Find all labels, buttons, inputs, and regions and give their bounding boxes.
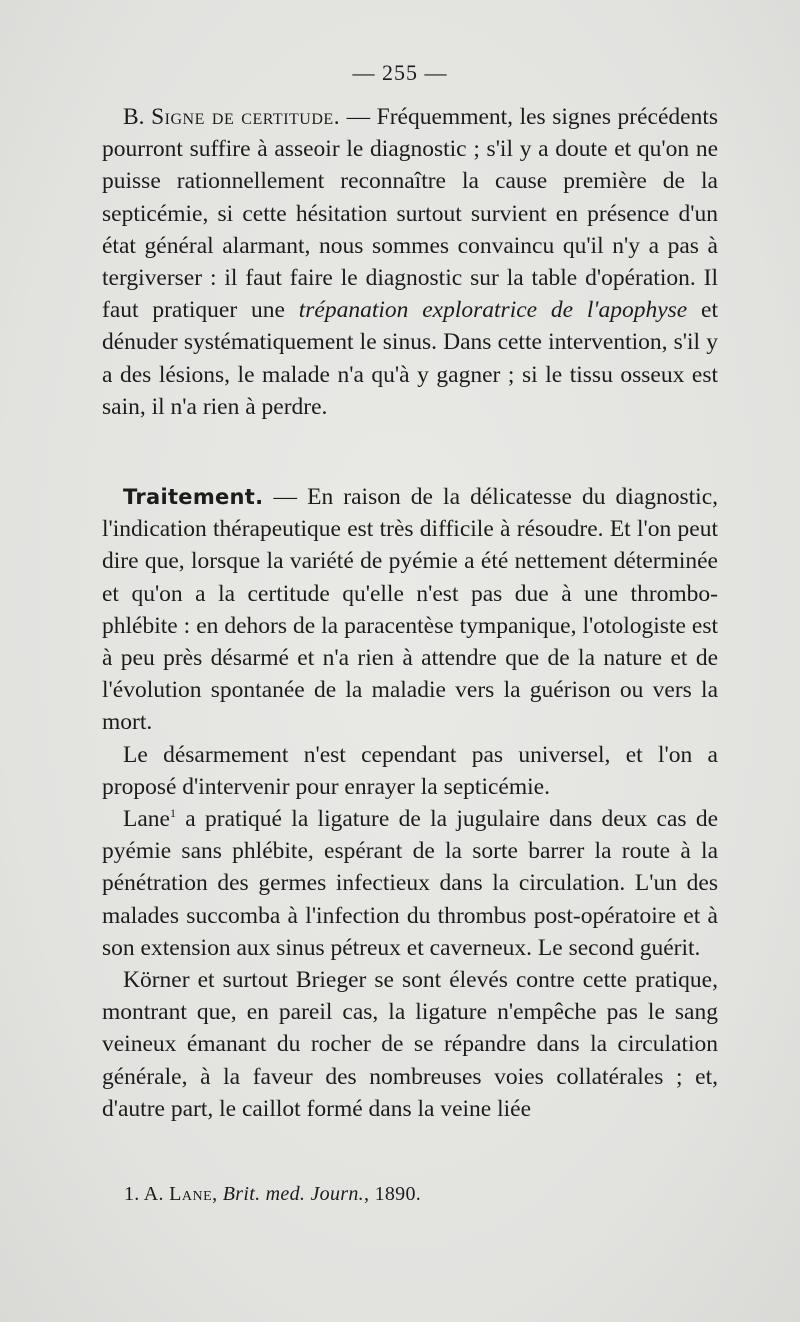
paragraph: Le désarmement n'est cependant pas universel, et l'on a proposé d'intervenir pour enrayer la septicémie. [102,741,718,800]
italic-term: trépanation exploratrice de l'apophyse [298,297,688,324]
section-heading: Signe de certitude. [151,104,341,130]
paragraph [102,481,718,739]
author-name: Lane [123,806,170,833]
footnote-marker[interactable]: 1 [169,806,176,821]
footnote-author-initial: A. [139,1183,170,1205]
section-signe-de-certitude [102,101,718,423]
heading-dash: — [263,484,308,510]
footnote-journal: Brit. med. Journ. [222,1183,364,1205]
paragraph-text: et dénuder systématiquement le sinus. Dans cette intervention, s'il y a des lésions, le malade n'a qu'à y gagner ; si le tissu osseux est sain, il n'a rien à perdre. [102,297,718,420]
paragraph-text: En raison de la délicatesse du diagnostic, l'indication thérapeutique est très difficile à résoudre. Et l'on peut dire que, lorsque la variété de pyémie a été nettement déterminée et qu'on a la certitude qu'elle n'est pas due à une thrombo-phlébite : en dehors de la paracentèse tympanique, l'otologiste est à peu près désarmé et n'a rien à attendre que de la nature et de l'évolution spontanée de la maladie vers la guérison ou vers la mort. [102,484,718,736]
footnote-separator: , [212,1183,223,1205]
paragraph [102,101,718,423]
paragraph: Körner et surtout Brieger se sont élevés contre cette pratique, montrant que, en pareil cas, la ligature n'empêche pas le sang veineux émanant du rocher de se répandre dans la circulation générale, à la faveur des nombreuses voies collatérales ; et, d'autre part, le caillot formé dans la veine liée [102,967,718,1122]
footnote-author: Lane [169,1183,213,1205]
heading-dash: — [340,104,377,130]
paragraph-text: Fréquemment, les signes précédents pourront suffire à asseoir le diagnostic ; s'il y a doute et qu'on ne puisse rationnellement reconnaître la cause première de la septicémie, si cette hésitation surtout survient en présence d'un état général alarmant, nous sommes convaincu qu'il n'y a pas à tergiverser : il faut faire le diagnostic sur la table d'opération. Il faut pratiquer une [102,104,718,324]
section-heading-letter: B. [123,104,152,130]
paragraph [102,803,718,964]
paragraph-text: a pratiqué la ligature de la jugulaire dans deux cas de pyémie sans phlébite, espérant de la sorte barrer la route à la pénétration des germes infectieux dans la circulation. L'un des malades succomba à l'infection du thrombus post-opératoire et à son extension aux sinus pétreux et caverneux. Le second guérit. [102,806,718,961]
section-traitement [102,481,718,1125]
footnote-number: 1. [124,1183,140,1205]
footnote-year: , 1890. [363,1183,422,1205]
page-number: — 255 — [352,60,448,85]
footnote [124,1183,421,1206]
section-heading: Traitement. [123,485,264,509]
